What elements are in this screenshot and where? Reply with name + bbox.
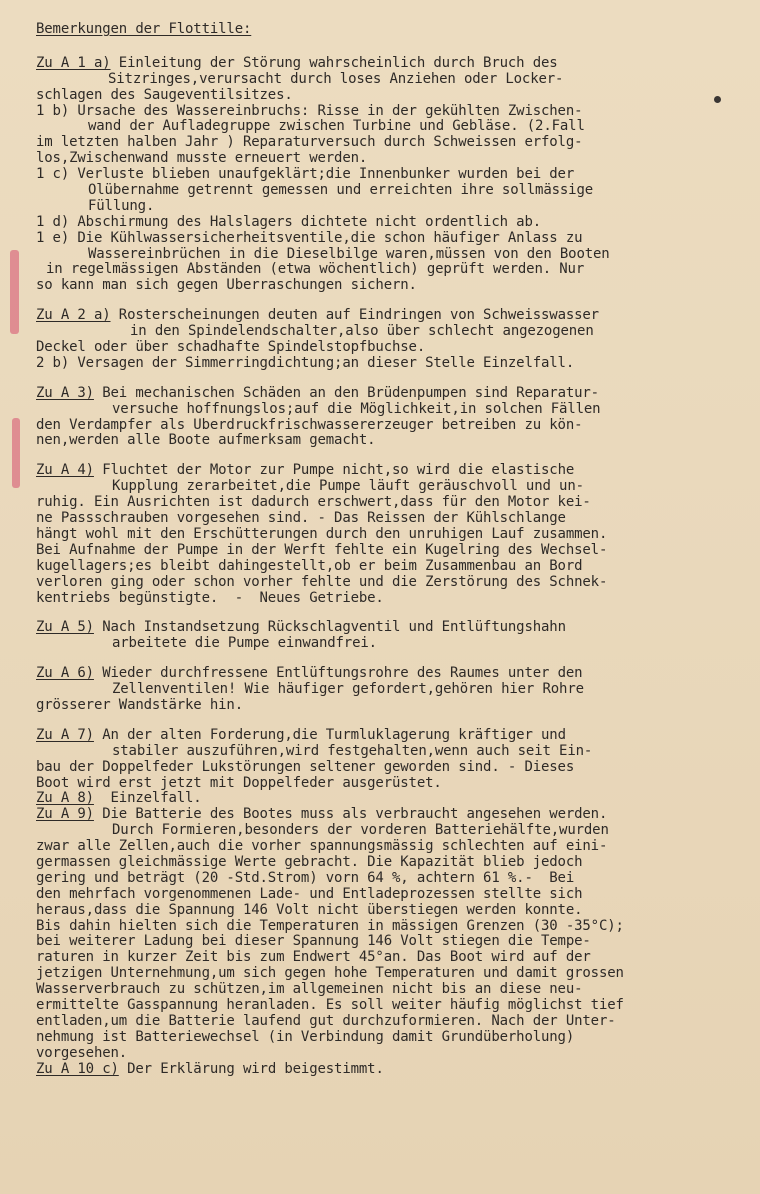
text-line: 1 d) Abschirmung des Halslagers dichtete nicht ordentlich ab.	[36, 214, 542, 230]
text-line: ermittelte Gasspannung heranladen. Es soll weiter häufig möglichst tief	[36, 997, 624, 1013]
text-line: los,Zwischenwand musste erneuert werden.	[36, 151, 368, 167]
text-line: nen,werden alle Boote aufmerksam gemacht.	[36, 433, 376, 449]
section-ref: Zu A 4)	[36, 463, 94, 479]
section-ref: Zu A 8)	[36, 791, 94, 807]
text-line: Ölübernahme getrennt gemessen und erreichten ihre sollmässige	[88, 183, 594, 199]
section-a4-line-1: Zu A 4) Fluchtet der Motor zur Pumpe nicht,so wird die elastische	[36, 463, 575, 479]
text-line: Bis dahin hielten sich die Temperaturen in mässigen Grenzen (30 -35°C);	[36, 918, 624, 934]
section-a9-line-1: Zu A 9) Die Batterie des Bootes muss als verbraucht angesehen werden.	[36, 807, 608, 823]
text-line: hängt wohl mit den Erschütterungen durch den unruhigen Lauf zusammen.	[36, 526, 608, 542]
text-line: 1 b) Ursache des Wassereinbruchs: Risse in der gekühlten Zwischen-	[36, 103, 583, 119]
section-a6-line-1: Zu A 6) Wieder durchfressene Entlüftungsrohre des Raumes unter den	[36, 666, 583, 682]
section-a2-line-1: Zu A 2 a) Rosterscheinungen deuten auf Eindringen von Schweisswasser	[36, 308, 599, 324]
section-a8-line-1: Zu A 8) Einzelfall.	[36, 791, 202, 807]
text-line: kugellagers;es bleibt dahingestellt,ob er beim Zusammenbau an Bord	[36, 558, 583, 574]
text-line: so kann man sich gegen Überraschungen sichern.	[36, 278, 417, 294]
text-line: verloren ging oder schon vorher fehlte und die Zerstörung des Schnek-	[36, 574, 608, 590]
section-a3-line-1: Zu A 3) Bei mechanischen Schäden an den Brüdenpumpen sind Reparatur-	[36, 385, 599, 401]
text-line: entladen,um die Batterie laufend gut durchzuformieren. Nach der Unter-	[36, 1013, 616, 1029]
section-ref: Zu A 2 a)	[36, 308, 111, 324]
section-a5-line-1: Zu A 5) Nach Instandsetzung Rückschlagventil und Entlüftungshahn	[36, 620, 566, 636]
text-line: Sitzringes,verursacht durch loses Anziehen oder Locker-	[108, 71, 564, 87]
text-line: bau der Doppelfeder Lukstörungen seltener geworden sind. - Dieses	[36, 759, 575, 775]
text-line: Kupplung zerarbeitet,die Pumpe läuft geräuschvoll und un-	[112, 479, 584, 495]
text-line: Zellenventilen! Wie häufiger gefordert,gehören hier Rohre	[112, 682, 584, 698]
section-ref: Zu A 5)	[36, 620, 94, 636]
section-ref: Zu A 7)	[36, 727, 94, 743]
section-a10-line-1: Zu A 10 c) Der Erklärung wird beigestimmt.	[36, 1061, 384, 1077]
page-title: Bemerkungen der Flottille:	[36, 22, 252, 37]
section-a1-line-1: Zu A 1 a) Einleitung der Störung wahrscheinlich durch Bruch des	[36, 55, 558, 71]
text-line: raturen in kurzer Zeit bis zum Endwert 45°an. Das Boot wird auf der	[36, 950, 591, 966]
section-ref: Zu A 6)	[36, 666, 94, 682]
section-ref: Zu A 9)	[36, 807, 94, 823]
text-line: im letzten halben Jahr ) Reparaturversuch durch Schweissen erfolg-	[36, 135, 583, 151]
text-line: kentriebs begünstigte. - Neues Getriebe.	[36, 590, 384, 606]
text-line: nehmung ist Batteriewechsel (in Verbindung damit Grundüberholung)	[36, 1029, 575, 1045]
text-line: germassen gleichmässige Werte gebracht. Die Kapazität blieb jedoch	[36, 854, 583, 870]
text-line: 1 c) Verluste blieben unaufgeklärt;die Innenbunker wurden bei der	[36, 167, 575, 183]
section-ref: Zu A 3)	[36, 385, 94, 401]
text-line: versuche hoffnungslos;auf die Möglichkeit,in solchen Fällen	[112, 401, 601, 417]
text-line: ne Passschrauben vorgesehen sind. - Das Reissen der Kühlschlange	[36, 511, 566, 527]
text-line: Wasserverbrauch zu schützen,im allgemeinen nicht bis an diese neu-	[36, 982, 583, 998]
text-line: gering und beträgt (20 -Std.Strom) vorn 64 %, achtern 61 %.- Bei	[36, 870, 575, 886]
text-line: 2 b) Versagen der Simmerringdichtung;an dieser Stelle Einzelfall.	[36, 355, 575, 371]
text-line: Wassereinbrüchen in die Dieselbilge waren,müssen von den Booten	[88, 246, 610, 262]
text-line: jetzigen Unternehmung,um sich gegen hohe Temperaturen und damit grossen	[36, 966, 624, 982]
text-line: Füllung.	[88, 198, 155, 214]
section-ref: Zu A 10 c)	[36, 1061, 119, 1077]
section-a7-line-1: Zu A 7) An der alten Forderung,die Turmluklagerung kräftiger und	[36, 727, 566, 743]
text-line: 1 e) Die Kühlwassersicherheitsventile,die schon häufiger Anlass zu	[36, 230, 583, 246]
text-line: vorgesehen.	[36, 1045, 128, 1061]
text-line: arbeitete die Pumpe einwandfrei.	[112, 636, 377, 652]
text-line: in den Spindelendschalter,also über schlecht angezogenen	[130, 324, 594, 340]
section-ref: Zu A 1 a)	[36, 55, 111, 71]
text-line: bei weiterer Ladung bei dieser Spannung 146 Volt stiegen die Tempe-	[36, 934, 591, 950]
text-line: grösserer Wandstärke hin.	[36, 697, 243, 713]
text-line: den mehrfach vorgenommenen Lade- und Entladeprozessen stellte sich	[36, 886, 583, 902]
text-line: heraus,dass die Spannung 146 Volt nicht überstiegen werden konnte.	[36, 902, 583, 918]
text-line: stabiler auszuführen,wird festgehalten,wenn auch seit Ein-	[112, 743, 593, 759]
text-line: den Verdampfer als Überdruckfrischwassererzeuger betreiben zu kön-	[36, 417, 583, 433]
text-line: in regelmässigen Abständen (etwa wöchentlich) geprüft werden. Nur	[46, 262, 585, 278]
document-body	[0, 22, 760, 1077]
text-line: wand der Aufladegruppe zwischen Turbine und Gebläse. (2.Fall	[88, 119, 585, 135]
text-line: Deckel oder über schadhafte Spindelstopfbuchse.	[36, 340, 426, 356]
text-line: schlagen des Saugeventilsitzes.	[36, 87, 293, 103]
text-line: Durch Formieren,besonders der vorderen Batteriehälfte,wurden	[112, 823, 609, 839]
text-line: Bei Aufnahme der Pumpe in der Werft fehlte ein Kugelring des Wechsel-	[36, 542, 608, 558]
text-line: ruhig. Ein Ausrichten ist dadurch erschwert,dass für den Motor kei-	[36, 495, 591, 511]
text-line: zwar alle Zellen,auch die vorher spannungsmässig schlechten auf eini-	[36, 839, 608, 855]
text-line: Boot wird erst jetzt mit Doppelfeder ausgerüstet.	[36, 775, 442, 791]
